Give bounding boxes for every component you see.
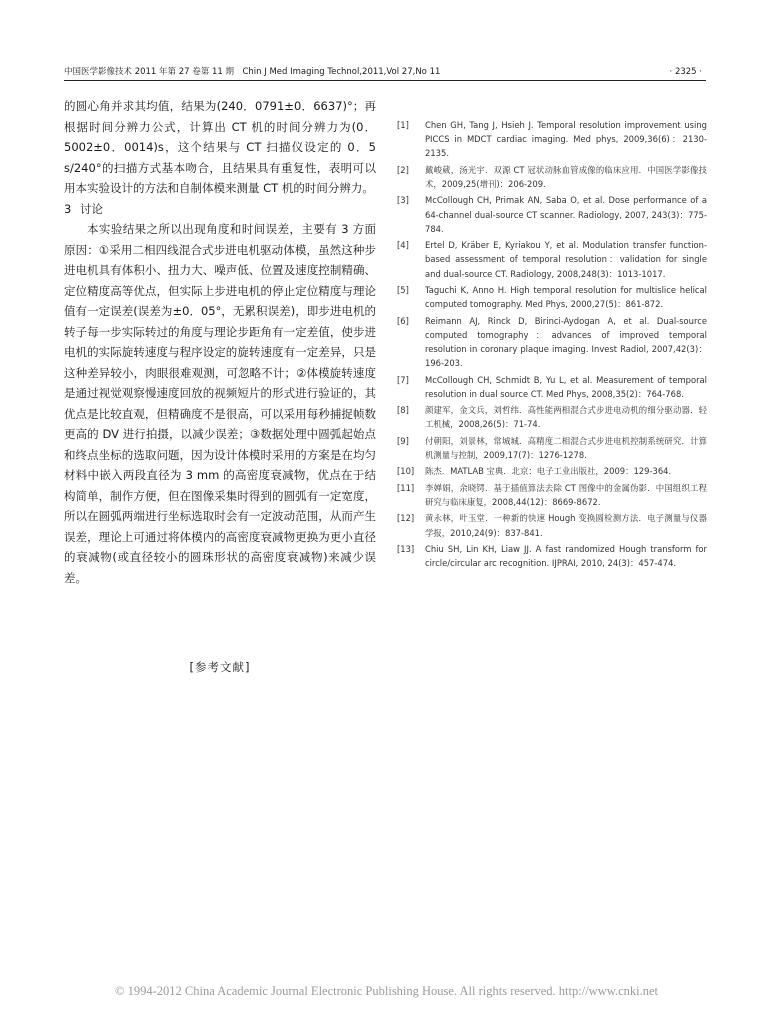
reference-text: Chen GH, Tang J, Hsieh J. Temporal resolution improvement using PICCS in MDCT cardiac imaging. Med phys, 2009,36(6)：2130-2135. <box>425 120 707 159</box>
reference-text: McCollough CH, Primak AN, Saba O, et al. Dose performance of a 64-channel dual-source CT scanner. Radiology, 2007, 243(3)：775-784. <box>425 195 707 234</box>
reference-number: [13] <box>397 543 415 554</box>
reference-item <box>397 464 707 478</box>
reference-number: [1] <box>397 120 409 130</box>
reference-item <box>397 193 707 236</box>
reference-text: Reimann AJ, Rinck D, Birinci-Aydogan A, et al. Dual-source computed tomography：advances of improved temporal resolution in coronary plaque imaging. Invest Radiol, 2007,42(3)：196-203. <box>425 315 707 369</box>
reference-text: 陈杰．MATLAB 宝典．北京：电子工业出版社，2009：129-364. <box>425 466 672 477</box>
section-number: 3 <box>64 201 72 216</box>
reference-text: Taguchi K, Anno H. High temporal resolution for multislice helical computed tomography. Med Phys, 2000,27(5)：861-872. <box>425 284 707 310</box>
reference-text: McCollough CH, Schmidt B, Yu L, et al. Measurement of temporal resolution in dual source CT. Med Phys, 2008,35(2)：764-768. <box>425 374 707 399</box>
reference-number: [5] <box>397 284 409 295</box>
reference-item <box>397 118 707 161</box>
reference-number: [8] <box>397 405 409 416</box>
reference-text: 戴峻葳，汤光宇．双源 CT 冠状动脉血管成像的临床应用．中国医学影像技术，2009,25(增刊)：206-209. <box>425 164 707 189</box>
reference-text: 付朝阳，刘景林，常城城．高精度二相混合式步进电机控制系统研究．计算机测量与控制，2009,17(7)：1276-1278. <box>425 435 707 460</box>
reference-item <box>397 542 707 570</box>
discussion-paragraph: 本实验结果之所以出现角度和时间误差，主要有 3 方面原因：①采用二相四线混合式步进电机驱动体模，虽然这种步进电机具有体积小、扭力大、噪声低、位置及速度控制精确、定位精度高等优点，但实际上步进电机的停止定位精度与理论值有一定误差(误差为±0．05°，无累积误差)，即步进电机的转子每一步实际转过的角度与理论步距角有一定差值，使步进电机的实际旋转速度与程序设定的旋转速度有一定差异，只是这种差异较小，肉眼很难观测，可忽略不计；②体模旋转速度是通过视觉观察慢速度回放的视频短片的形式进行验证的，其优点是比较直观，但精确度不是很高，可以采用每秒捕捉帧数更高的 DV 进行拍摄，以减少误差；③数据处理中圆弧起始点和终点坐标的选取问题，因为设计体模时采用的方案是在均匀材料中嵌入两段直径为 3 mm 的高密度衰减物，优点在于结构简单，制作方便，但在图像采集时得到的圆弧有一定宽度，所以在圆弧两端进行坐标选取时会有一定波动范围，从而产生误差，理论上可通过将体模内的高密度衰减物更换为更小直径的衰减物(或直径较小的圆珠形状的高密度衰减物)来减少误差。 <box>64 222 376 585</box>
reference-number: [4] <box>397 240 409 251</box>
header-rule <box>64 80 706 81</box>
running-header <box>64 64 706 80</box>
left-column <box>64 96 376 588</box>
reference-item <box>397 238 707 281</box>
results-paragraph: 的圆心角并求其均值，结果为(240．0791±0．6637)°；再根据时间分辨力公式，计算出 CT 机的时间分辨力为(0．5002±0．0014)s，这个结果与 CT 扫描仪设定的 0．5 s/240°的扫描方式基本吻合，且结果具有重复性，表明可以用本实验设计的方法和自制体模来测量 CT 机的时间分辨力。 <box>64 99 376 195</box>
reference-text: Chiu SH, Lin KH, Liaw JJ. A fast randomized Hough transform for circle/circular arc recognition. IJPRAI, 2010, 24(3)：457-474. <box>425 543 707 569</box>
reference-text: 李婵娟，余晓锷．基于插值算法去除 CT 图像中的金属伪影．中国组织工程研究与临床康复，2008,44(12)：8669-8672. <box>425 482 707 507</box>
reference-item <box>397 511 707 539</box>
reference-number: [10] <box>397 466 415 477</box>
reference-number: [11] <box>397 482 415 493</box>
references-heading: [参考文献] <box>189 660 251 674</box>
reference-number: [6] <box>397 315 409 326</box>
reference-text: 颜建军，金文兵，刘哲纬．高性能两相混合式步进电动机的细分驱动器．轻工机械，2008,26(5)：71-74. <box>425 405 707 430</box>
reference-text: 黄永林，叶玉堂．一种新的快速 Hough 变换圆检测方法．电子测量与仪器学报，2010,24(9)：837-841. <box>425 513 707 538</box>
section-heading-discussion <box>64 199 376 220</box>
page-number: · 2325 · <box>669 67 702 77</box>
reference-list <box>397 118 707 573</box>
reference-number: [3] <box>397 195 409 206</box>
reference-number: [9] <box>397 435 409 446</box>
reference-number: [7] <box>397 374 409 385</box>
reference-text: Ertel D, Kräber E, Kyriakou Y, et al. Modulation transfer function-based assessment of temporal resolution：validation for single and dual-source CT. Radiology, 2008,248(3)：1013-1017. <box>425 240 707 279</box>
reference-item <box>397 163 707 191</box>
reference-item <box>397 283 707 311</box>
reference-item <box>397 373 707 401</box>
reference-item <box>397 314 707 371</box>
journal-citation-line: 中国医学影像技术 2011 年第 27 卷第 11 期 Chin J Med Imaging Technol,2011,Vol 27,No 11 <box>64 67 441 77</box>
reference-item <box>397 434 707 462</box>
reference-item <box>397 481 707 509</box>
reference-item <box>397 403 707 431</box>
reference-number: [12] <box>397 513 415 524</box>
reference-number: [2] <box>397 164 409 175</box>
copyright-footer: © 1994-2012 China Academic Journal Electronic Publishing House. All rights reserved. http://www.cnki.net <box>115 984 658 998</box>
section-title: 讨论 <box>80 201 103 216</box>
